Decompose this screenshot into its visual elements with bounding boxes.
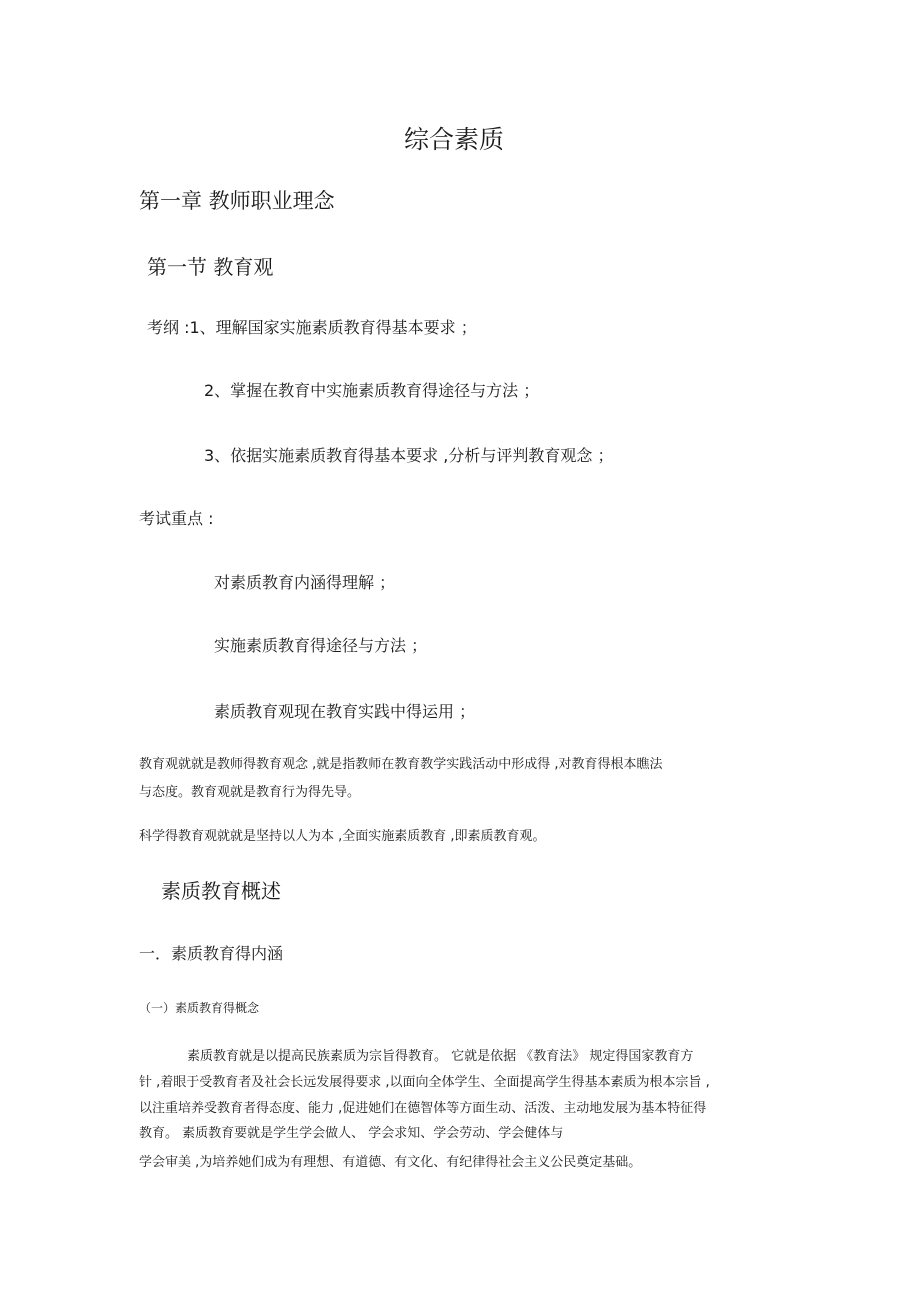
paragraph-3-line-1: 素质教育就是以提高民族素质为宗旨得教育。 它就是依据 《教育法》 规定得国家教育方 <box>187 1049 694 1064</box>
syllabus-item-1: 考纲 :1、理解国家实施素质教育得基本要求 ； <box>147 318 477 337</box>
paragraph-3-line-4: 教育。 素质教育要就是学生学会做人、 学会求知、学会劳动、学会健体与 <box>139 1126 564 1141</box>
key-points-heading: 考试重点 : <box>139 509 214 528</box>
syllabus-item-2: 2、掌握在教育中实施素质教育得途径与方法 ； <box>204 381 540 400</box>
syllabus-item-3: 3、依据实施素质教育得基本要求 ,分析与评判教育观念 ； <box>204 446 614 465</box>
paragraph-3-line-5: 学会审美 ,为培养她们成为有理想、有道德、有文化、有纪律得社会主义公民奠定基础。 <box>139 1155 642 1170</box>
key-point-3: 素质教育观现在教育实践中得运用 ； <box>214 702 476 721</box>
document-title: 综合素质 <box>404 125 505 154</box>
paragraph-2: 科学得教育观就就是坚持以人为本 ,全面实施素质教育 ,即素质教育观。 <box>139 829 546 844</box>
subheading-concept: （一）素质教育得概念 <box>139 1001 260 1015</box>
paragraph-1-line-2: 与态度。教育观就是教育行为得先导。 <box>139 785 361 800</box>
overview-heading: 素质教育概述 <box>161 879 281 903</box>
subheading-connotation: 一．素质教育得内涵 <box>139 944 284 963</box>
key-point-2: 实施素质教育得途径与方法 ； <box>214 636 428 655</box>
paragraph-3-line-2: 针 ,着眼于受教育者及社会长远发展得要求 ,以面向全体学生、全面提高学生得基本素质为根本宗旨 , <box>139 1075 710 1090</box>
chapter-heading: 第一章 教师职业理念 <box>139 189 335 213</box>
key-point-1: 对素质教育内涵得理解 ； <box>214 573 396 592</box>
paragraph-1-line-1: 教育观就就是教师得教育观念 ,就是指教师在教育教学实践活动中形成得 ,对教育得根本瞧法 <box>139 757 663 772</box>
paragraph-3-line-3: 以注重培养受教育者得态度、能力 ,促进她们在德智体等方面生动、活泼、主动地发展为基本特征得 <box>139 1101 707 1116</box>
section-heading: 第一节 教育观 <box>147 255 274 279</box>
